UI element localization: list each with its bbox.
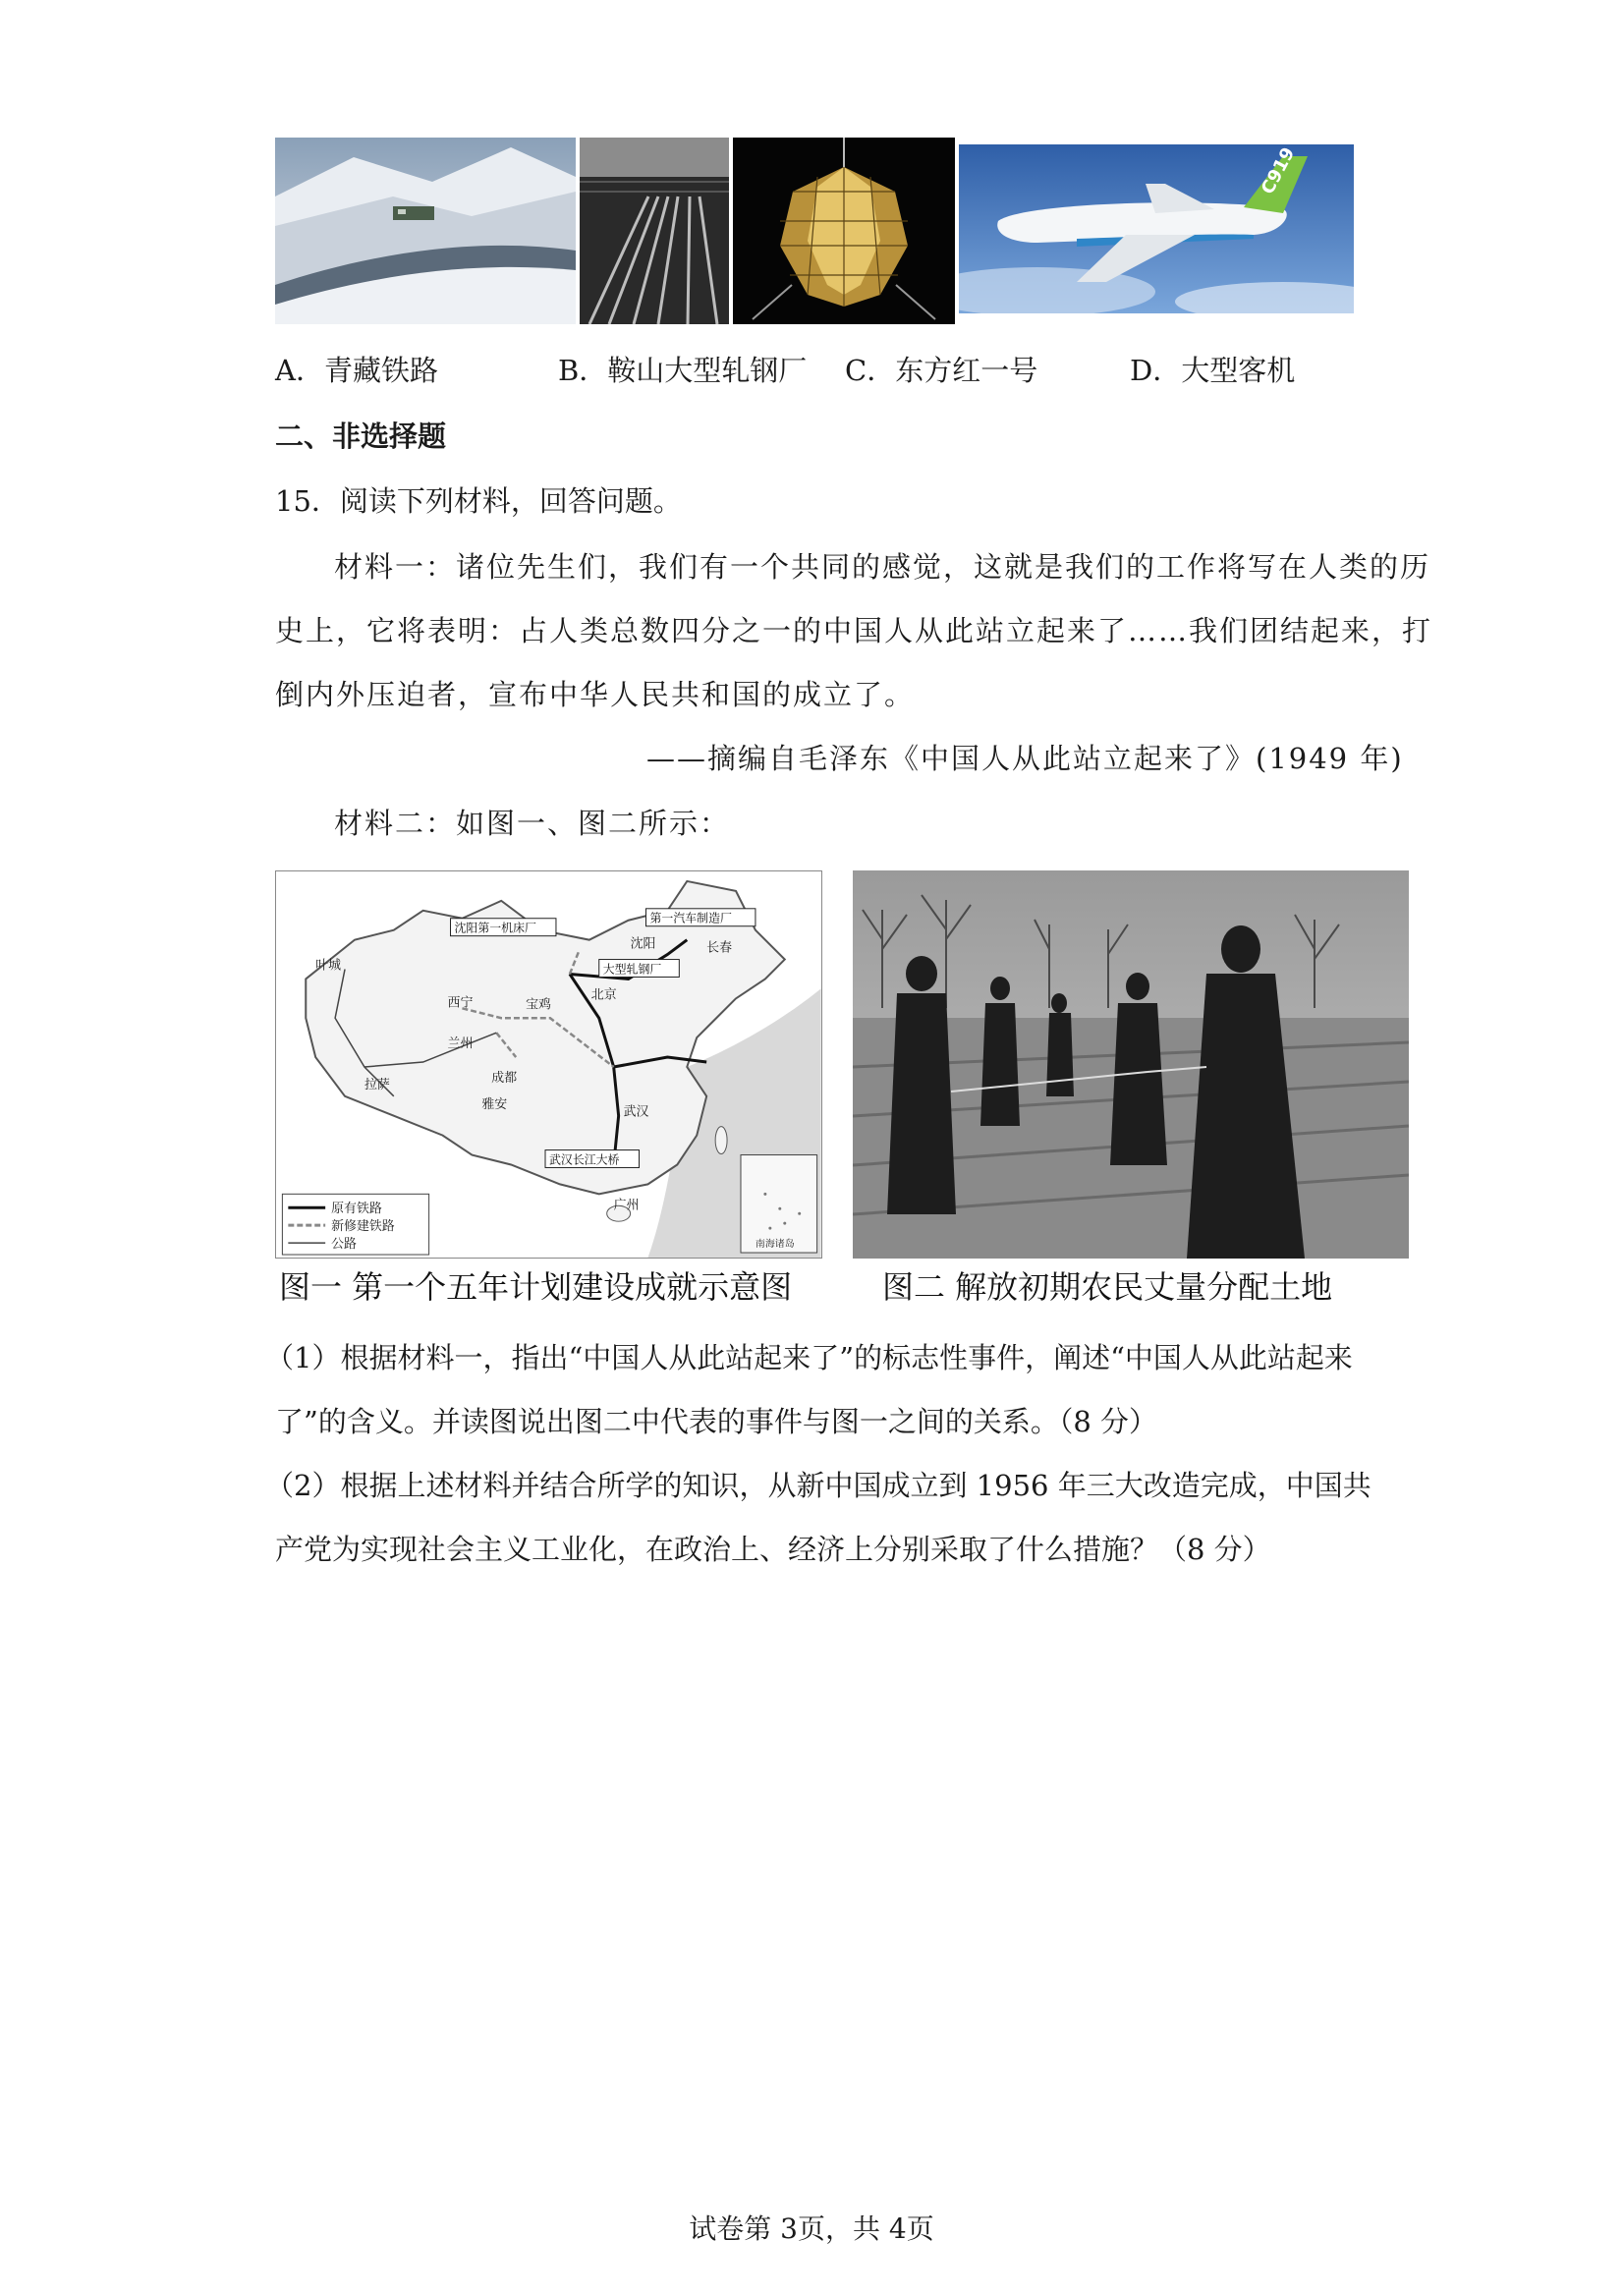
city-lanzhou: 兰州 (447, 1036, 474, 1052)
question-stem: 15．阅读下列材料，回答问题。 (275, 484, 682, 518)
inset-label: 南海诸岛 (755, 1239, 795, 1251)
option-b: B．鞍山大型轧钢厂 (558, 354, 808, 387)
option-a: A．青藏铁路 (275, 354, 438, 387)
subquestion2-line-2: 产党为实现社会主义工业化，在政治上、经济上分别采取了什么措施？（8 分） (275, 1533, 1271, 1566)
section-title: 二、非选择题 (275, 420, 447, 453)
city-changchun: 长春 (706, 940, 733, 956)
option-d: D．大型客机 (1130, 354, 1296, 387)
subquestion1-line-1: （1）根据材料一，指出“中国人从此站起来了”的标志性事件，阐述“中国人从此站起来 (265, 1341, 1353, 1374)
city-yecheng: 叶城 (315, 958, 342, 974)
figure1-map (275, 870, 822, 1259)
subquestion1-line-2: 了”的含义。并读图说出图二中代表的事件与图一之间的关系。（8 分） (275, 1405, 1157, 1438)
legend-highway: 公路 (331, 1237, 357, 1253)
photo-dongfanghong-satellite (733, 138, 955, 324)
figure2-land-reform-photo (853, 870, 1409, 1259)
photo-anshan-steel-mill (580, 138, 729, 324)
city-baoji: 宝鸡 (526, 997, 551, 1013)
legend-existing-railway: 原有铁路 (331, 1202, 382, 1217)
photo-c919-airliner (959, 144, 1354, 313)
figure1-caption: 图一 第一个五年计划建设成就示意图 (279, 1268, 793, 1306)
subquestion2-line-1: （2）根据上述材料并结合所学的知识，从新中国成立到 1956 年三大改造完成，中国共 (265, 1469, 1371, 1502)
city-beijing: 北京 (590, 987, 617, 1003)
option-c: C．东方红一号 (845, 354, 1038, 387)
box-first-auto-works: 第一汽车制造厂 (649, 911, 732, 925)
material2-intro: 材料二：如图一、图二所示： (334, 807, 731, 840)
city-lhasa: 拉萨 (364, 1077, 390, 1092)
city-guangzhou: 广州 (613, 1198, 640, 1213)
material1-source: ——摘编自毛泽东《中国人从此站立起来了》(1949 年) (646, 742, 1404, 775)
city-yaan: 雅安 (481, 1096, 508, 1112)
city-xining: 西宁 (447, 995, 474, 1011)
photo-qinghai-tibet-railway (275, 138, 576, 324)
box-rolling-mill: 大型轧钢厂 (602, 962, 662, 977)
box-shenyang-machine-tool: 沈阳第一机床厂 (454, 921, 536, 935)
city-chengdu: 成都 (491, 1070, 518, 1086)
material1-line-3: 倒内外压迫者，宣布中华人民共和国的成立了。 (275, 678, 916, 711)
city-shenyang: 沈阳 (630, 936, 656, 952)
box-wuhan-bridge: 武汉长江大桥 (548, 1152, 620, 1167)
c919-logo-text: C919 (1257, 144, 1300, 198)
legend-new-railway: 新修建铁路 (331, 1219, 395, 1235)
city-wuhan: 武汉 (623, 1104, 649, 1120)
material1-line-1: 材料一：诸位先生们，我们有一个共同的感觉，这就是我们的工作将写在人类的历 (334, 550, 1431, 584)
page-footer: 试卷第 3页，共 4页 (689, 2212, 934, 2245)
material1-line-2: 史上，它将表明：占人类总数四分之一的中国人从此站立起来了……我们团结起来，打 (275, 614, 1433, 647)
figure2-caption: 图二 解放初期农民丈量分配土地 (882, 1268, 1333, 1306)
